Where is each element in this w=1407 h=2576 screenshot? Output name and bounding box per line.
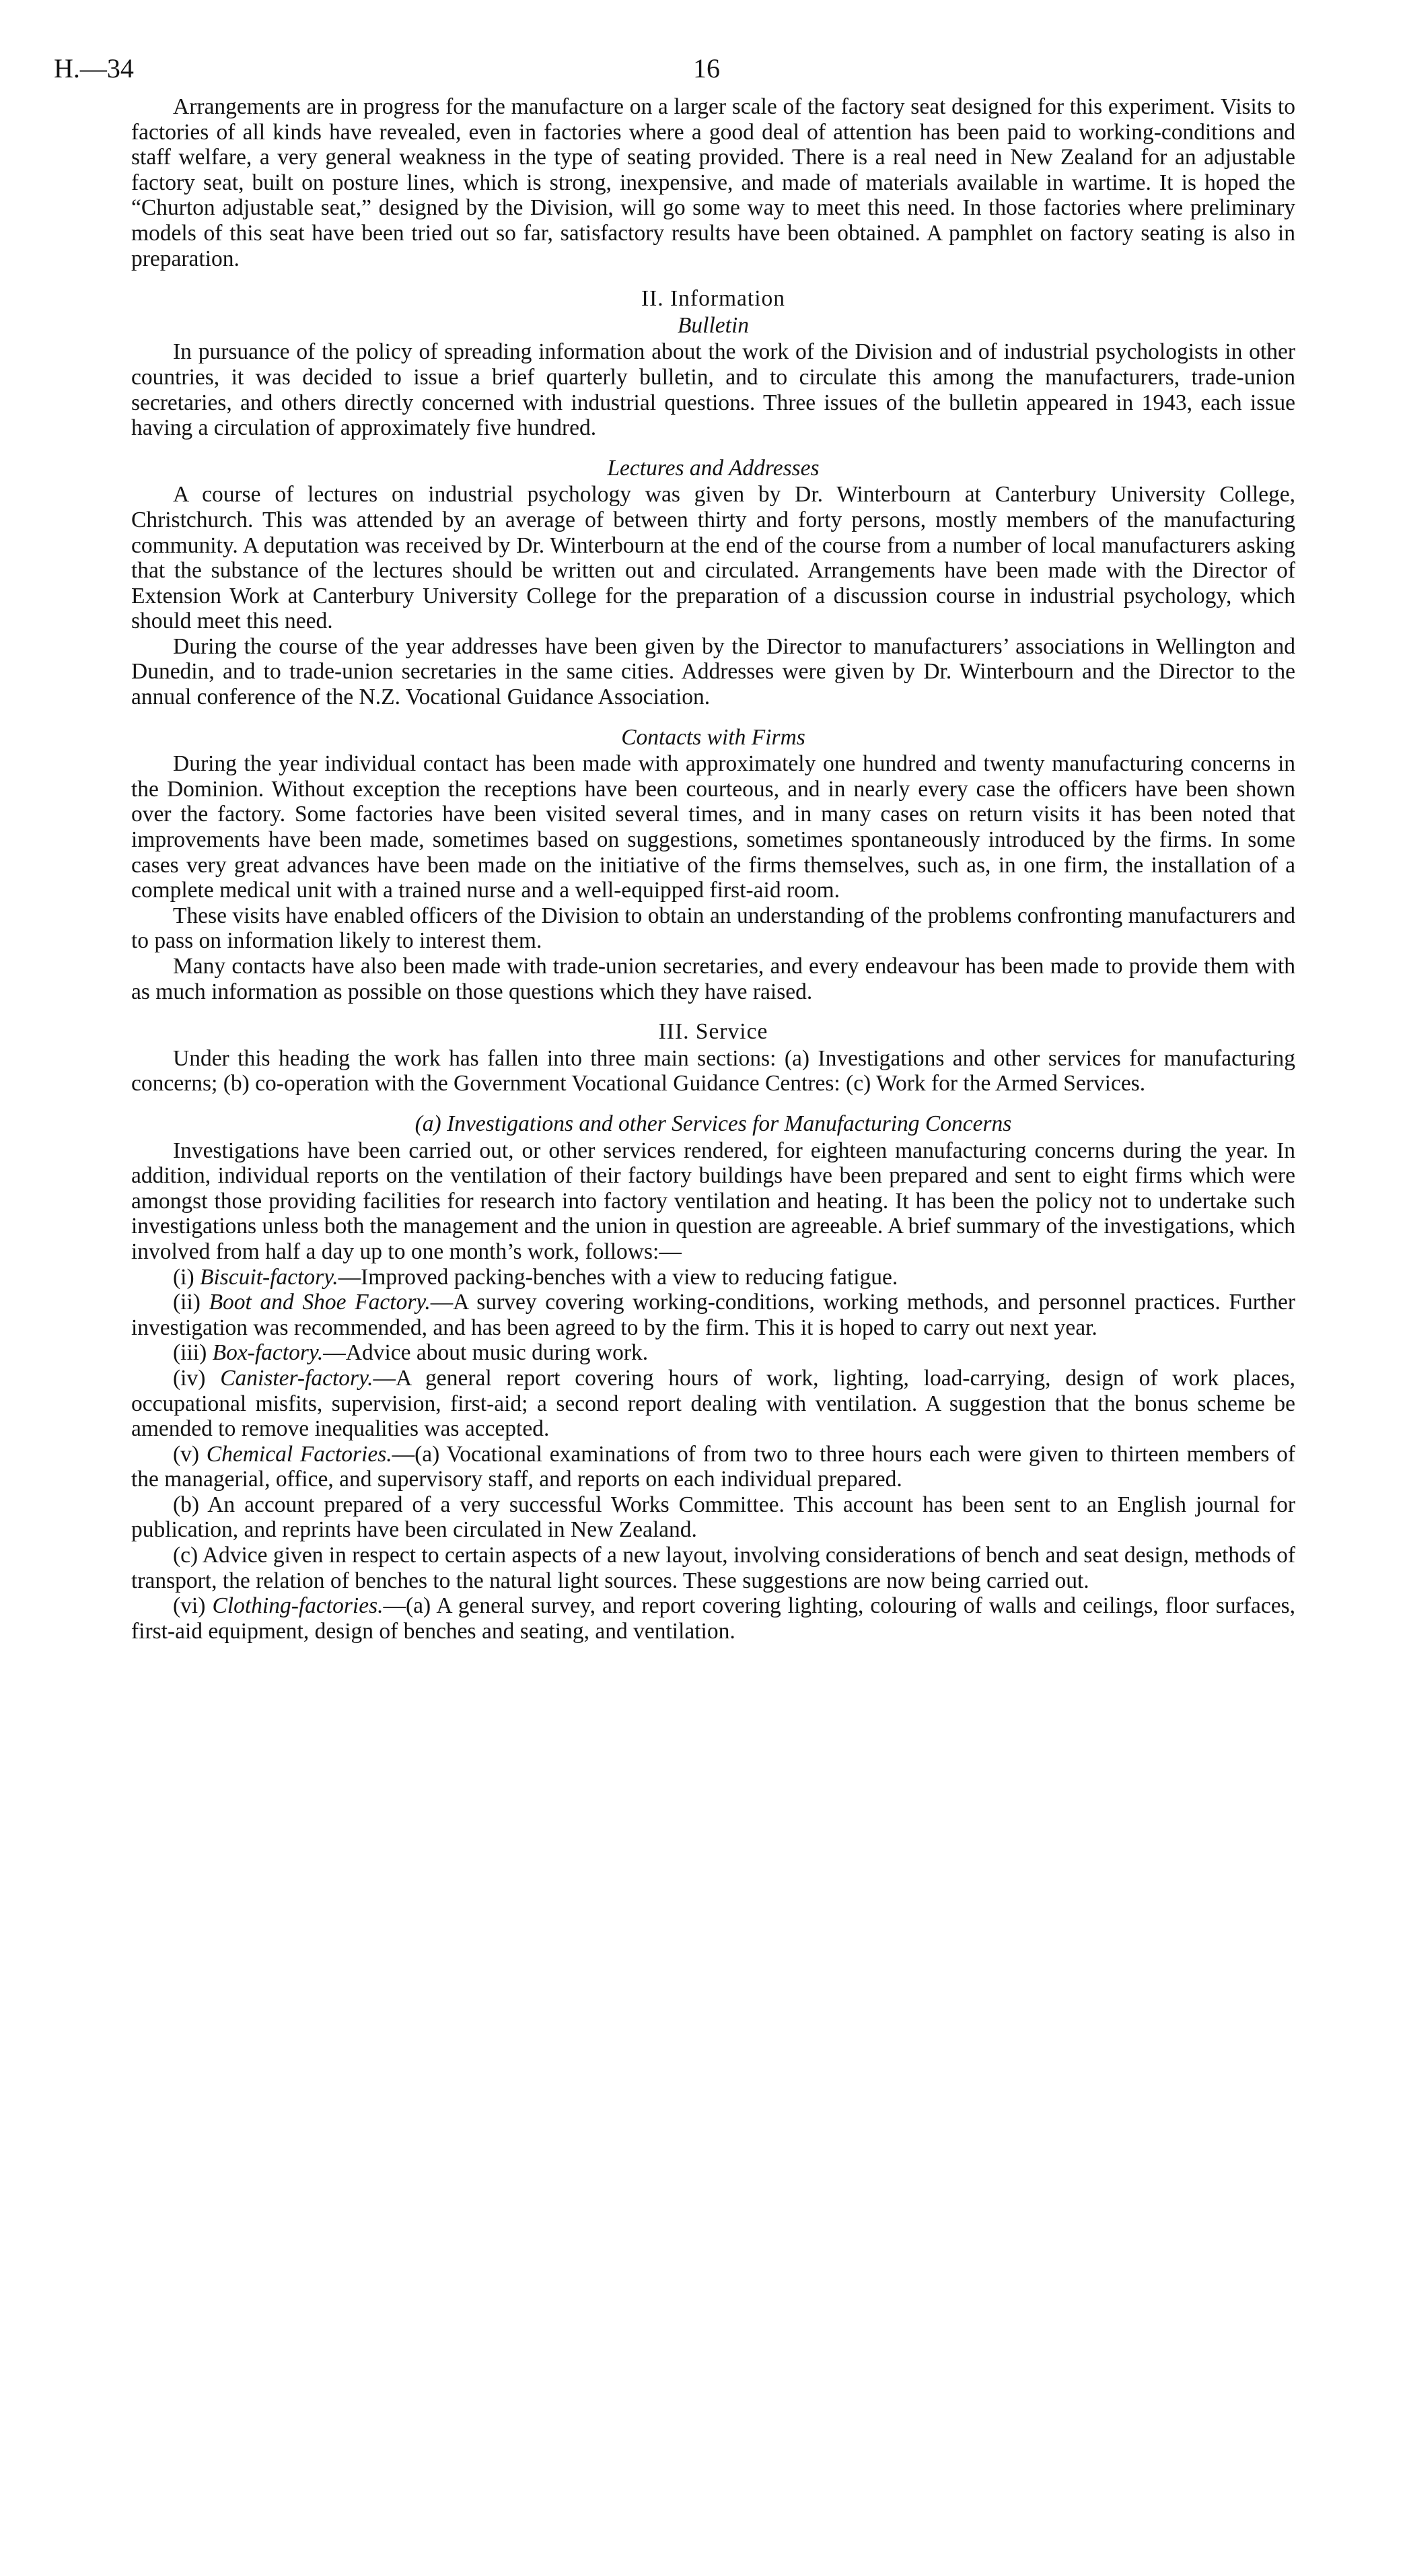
contacts-paragraph-2: These visits have enabled officers of the Division to obtain an understanding of the problems confronting manufacturers and to pass on information likely to interest them. xyxy=(131,903,1295,954)
list-item-number: (iii) xyxy=(173,1340,207,1366)
subheading-lectures: Lectures and Addresses xyxy=(607,455,820,481)
contacts-paragraph-1: During the year individual contact has been made with approximately one hundred and twenty manufacturing concerns in the Dominion. Without exception the receptions have been courteous, and in nearly every case the officers have been shown over the factory. Some factories have been visited several times, and in many cases on return visits it has been noted that improvements have been made, sometimes based on suggestions, sometimes spontaneously introduced by the firms. In some cases very great advances have been made on the initiative of the firms themselves, such as, in one firm, the installation of a complete medical unit with a trained nurse and a well-equipped first-aid room. xyxy=(131,751,1295,903)
list-item-text: —A survey covering working-conditions, working methods, and personnel practices. Further investigation was recommended, and has been agreed to by the firm. This it is hoped to carry out next year. xyxy=(131,1290,1295,1340)
section-heading-service: III. Service xyxy=(658,1019,768,1045)
list-item xyxy=(131,1442,1295,1492)
list-item-number: (ii) xyxy=(173,1290,201,1315)
page-header xyxy=(54,47,1295,94)
lectures-paragraph-2: During the course of the year addresses have been given by the Director to manufacturers’ associations in Wellington and Dunedin, and to trade-union secretaries in the same cities. Addresses were given by Dr. Winterbourn and the Director to the annual conference of the N.Z. Vocational Guidance Association. xyxy=(131,633,1295,710)
lectures-paragraph-1: A course of lectures on industrial psychology was given by Dr. Winterbourn at Canterbury University College, Christchurch. This was attended by an average of between thirty and forty persons, mostly members of the manufacturing community. A deputation was received by Dr. Winterbourn at the end of the course from a number of local manufacturers asking that the substance of the lectures should be written out and circulated. Arrangements have been made with the Director of Extension Work at Canterbury University College for the preparation of a discussion course in industrial psychology, which should meet this need. xyxy=(131,482,1295,634)
list-item-text: —Advice about music during work. xyxy=(323,1340,649,1366)
chemical-item-c: (c) Advice given in respect to certain aspects of a new layout, involving considerations of bench and seat design, methods of transport, the relation of benches to the natural light sources. These suggestions are now being carried out. xyxy=(131,1543,1295,1593)
list-item-title: Boot and Shoe Factory. xyxy=(209,1290,431,1315)
list-item-text: —A general report covering hours of work, lighting, load-carrying, design of work places, occupational misfits, supervision, first-aid; a second report dealing with ventilation. A suggestion that the bonus scheme be amended to remove inequalities was accepted. xyxy=(131,1365,1296,1442)
subheading-contacts: Contacts with Firms xyxy=(621,724,805,750)
subheading-bulletin: Bulletin xyxy=(677,312,750,338)
list-item xyxy=(131,1366,1295,1442)
list-item-title: Box-factory. xyxy=(212,1340,324,1366)
list-item-title: Clothing-factories. xyxy=(212,1593,384,1619)
list-item-number: (v) xyxy=(173,1441,200,1467)
section-heading-information: II. Information xyxy=(641,286,786,312)
intro-paragraph: Arrangements are in progress for the manufacture on a larger scale of the factory seat designed for this experiment. Visits to factories of all kinds have revealed, even in factories where a good deal of attention has been paid to working-conditions and staff welfare, a very general weakness in the type of seating provided. There is a real need in New Zealand for an adjustable factory seat, built on posture lines, which is strong, inexpensive, and made of materials available in wartime. It is hoped the “Churton adjustable seat,” designed by the Division, will go some way to meet this need. In those factories where preliminary models of this seat have been tried out so far, satisfactory results have been obtained. A pamphlet on factory seating is also in preparation. xyxy=(131,94,1295,271)
service-intro-paragraph: Under this heading the work has fallen into three main sections: (a) Investigations and other services for manufacturing concerns; (b) co-operation with the Government Vocational Guidance Centres: (c) Work for the Armed Services. xyxy=(131,1045,1295,1096)
chemical-item-b: (b) An account prepared of a very successful Works Committee. This account has been sent to an English journal for publication, and reprints have been circulated in New Zealand. xyxy=(131,1492,1295,1543)
document-page xyxy=(54,47,1296,1644)
list-item-title: Chemical Factories. xyxy=(206,1441,392,1467)
list-item-number: (i) xyxy=(173,1264,194,1290)
subheading-investigations: (a) Investigations and other Services for Manufacturing Concerns xyxy=(414,1111,1012,1136)
list-item xyxy=(131,1290,1295,1340)
document-reference: H.—34 xyxy=(54,53,134,83)
list-item-title: Biscuit-factory. xyxy=(200,1264,338,1290)
list-item xyxy=(131,1340,1295,1366)
list-item xyxy=(131,1593,1295,1644)
list-item-title: Canister-factory. xyxy=(220,1365,373,1391)
list-item-number: (vi) xyxy=(173,1593,206,1619)
bulletin-paragraph: In pursuance of the policy of spreading information about the work of the Division and of industrial psychologists in other countries, it was decided to issue a brief quarterly bulletin, and to circulate this among the manufacturers, trade-union secretaries, and others directly concerned with industrial questions. Three issues of the bulletin appeared in 1943, each issue having a circulation of approximately five hundred. xyxy=(131,339,1295,441)
page-number: 16 xyxy=(693,53,720,83)
contacts-paragraph-3: Many contacts have also been made with trade-union secretaries, and every endeavour has been made to provide them with as much information as possible on those questions which they have raised. xyxy=(131,954,1295,1004)
list-item xyxy=(131,1265,1295,1290)
investigations-paragraph: Investigations have been carried out, or other services rendered, for eighteen manufacturing concerns during the year. In addition, individual reports on the ventilation of their factory buildings have been prepared and sent to eight firms which were amongst those providing facilities for research into factory ventilation and heating. It has been the policy not to undertake such investigations unless both the management and the union in question are agreeable. A brief summary of the investigations, which involved from half a day up to one month’s work, follows:— xyxy=(131,1138,1295,1264)
list-item-text: —(a) A general survey, and report covering lighting, colouring of walls and ceilings, floor surfaces, first-aid equipment, design of benches and seating, and ventilation. xyxy=(131,1593,1296,1644)
list-item-number: (iv) xyxy=(173,1365,206,1391)
list-item-text: —Improved packing-benches with a view to reducing fatigue. xyxy=(338,1264,898,1290)
list-item-text: —(a) Vocational examinations of from two to three hours each were given to thirteen members of the managerial, office, and supervisory staff, and reports on each individual prepared. xyxy=(131,1441,1296,1492)
